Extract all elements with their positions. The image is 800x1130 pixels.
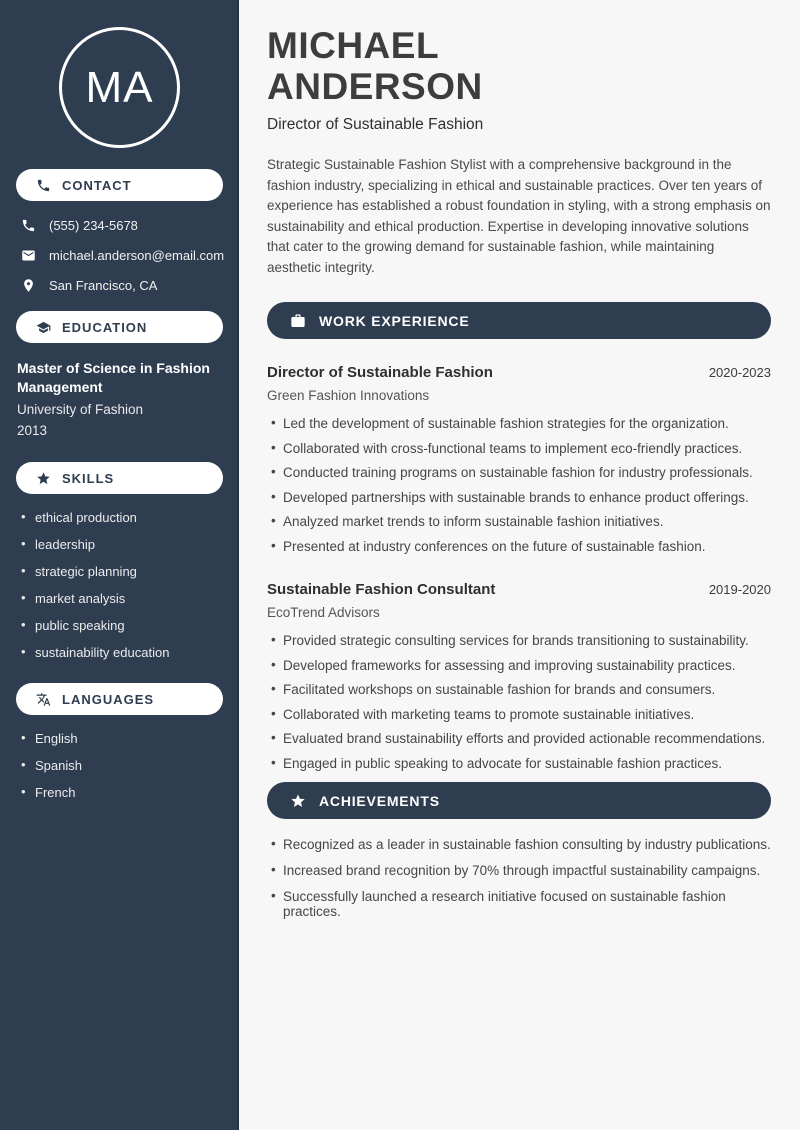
location-pin-icon bbox=[21, 278, 36, 293]
work-experience-section-title: WORK EXPERIENCE bbox=[319, 312, 470, 329]
contact-section-header bbox=[16, 169, 223, 201]
avatar bbox=[59, 27, 180, 148]
skill-item: • public speaking bbox=[16, 618, 223, 633]
education-section-header bbox=[16, 311, 223, 343]
resume-content bbox=[239, 0, 800, 1130]
job-bullet: • Provided strategic consulting services for brands transitioning to sustainability. bbox=[267, 634, 771, 649]
briefcase-icon bbox=[290, 313, 306, 329]
contact-section-title: CONTACT bbox=[62, 177, 132, 193]
job-dates: 2019-2020 bbox=[708, 582, 771, 597]
job-bullet: • Collaborated with cross-functional teams to implement eco-friendly practices. bbox=[267, 442, 771, 457]
work-experience-section-header bbox=[267, 302, 771, 339]
achievements-section-title: ACHIEVEMENTS bbox=[319, 792, 440, 809]
skill-item: • ethical production bbox=[16, 510, 223, 525]
job-company: EcoTrend Advisors bbox=[267, 605, 380, 620]
languages-section-title: LANGUAGES bbox=[62, 691, 155, 707]
job-bullet: • Engaged in public speaking to advocate for sustainable fashion practices. bbox=[267, 757, 771, 772]
phone-icon bbox=[21, 218, 36, 233]
achievements-section-header bbox=[267, 782, 771, 819]
job-bullet-list bbox=[267, 417, 771, 554]
skill-item: • sustainability education bbox=[16, 645, 223, 660]
phone-number: (555) 234-5678 bbox=[49, 218, 138, 233]
job-bullet: • Presented at industry conferences on the future of sustainable fashion. bbox=[267, 540, 771, 555]
skills-section-title: SKILLS bbox=[62, 470, 115, 486]
skill-item: • leadership bbox=[16, 537, 223, 552]
achievement-bullet: • Recognized as a leader in sustainable fashion consulting by industry publications. bbox=[267, 838, 771, 853]
contact-location-row bbox=[16, 278, 223, 293]
job-title: Sustainable Fashion Consultant bbox=[267, 581, 496, 598]
contact-list bbox=[16, 218, 223, 293]
contact-phone-row bbox=[16, 218, 223, 233]
language-item: • English bbox=[16, 731, 223, 746]
job-bullet: • Analyzed market trends to inform sustainable fashion initiatives. bbox=[267, 515, 771, 530]
achievement-bullet: • Successfully launched a research initiative focused on sustainable fashion practices. bbox=[267, 890, 771, 919]
location-text: San Francisco, CA bbox=[49, 278, 158, 293]
languages-section-header bbox=[16, 683, 223, 715]
job-dates: 2020-2023 bbox=[708, 365, 771, 380]
education-school: University of Fashion bbox=[17, 402, 144, 417]
job-title: Director of Sustainable Fashion bbox=[267, 364, 493, 381]
job-bullet: • Evaluated brand sustainability efforts and provided actionable recommendations. bbox=[267, 732, 771, 747]
education-entry bbox=[16, 359, 223, 438]
job-header bbox=[267, 364, 771, 381]
skill-item: • strategic planning bbox=[16, 564, 223, 579]
skills-section-header bbox=[16, 462, 223, 494]
job-header bbox=[267, 581, 771, 598]
job-bullet: • Developed partnerships with sustainable brands to enhance product offerings. bbox=[267, 491, 771, 506]
job-bullet: • Facilitated workshops on sustainable fashion for brands and consumers. bbox=[267, 683, 771, 698]
translate-icon bbox=[36, 692, 51, 707]
education-degree: Master of Science in Fashion Management bbox=[17, 360, 210, 395]
language-item: • Spanish bbox=[16, 758, 223, 773]
email-address: michael.anderson@email.com bbox=[49, 248, 225, 263]
job-bullet-list bbox=[267, 634, 771, 771]
job-bullet: • Led the development of sustainable fashion strategies for the organization. bbox=[267, 417, 771, 432]
contact-email-row bbox=[16, 248, 223, 263]
job-company: Green Fashion Innovations bbox=[267, 388, 430, 403]
phone-icon bbox=[36, 178, 51, 193]
skills-list bbox=[16, 510, 223, 660]
sidebar bbox=[0, 0, 239, 1130]
education-year: 2013 bbox=[17, 423, 48, 438]
candidate-last-name: ANDERSON bbox=[267, 66, 483, 107]
achievement-bullet: • Increased brand recognition by 70% through impactful sustainability campaigns. bbox=[267, 864, 771, 879]
candidate-first-name: MICHAEL bbox=[267, 25, 440, 66]
job-bullet: • Conducted training programs on sustainable fashion for industry professionals. bbox=[267, 466, 771, 481]
languages-list bbox=[16, 731, 223, 800]
job-bullet: • Collaborated with marketing teams to promote sustainable initiatives. bbox=[267, 708, 771, 723]
envelope-icon bbox=[21, 248, 36, 263]
star-icon bbox=[36, 471, 51, 486]
avatar-initials: MA bbox=[85, 62, 154, 112]
job-bullet: • Developed frameworks for assessing and improving sustainability practices. bbox=[267, 659, 771, 674]
graduation-cap-icon bbox=[36, 320, 51, 335]
achievements-list bbox=[267, 838, 771, 919]
star-icon bbox=[290, 793, 306, 809]
candidate-name bbox=[267, 25, 771, 107]
language-item: • French bbox=[16, 785, 223, 800]
candidate-title: Director of Sustainable Fashion bbox=[267, 116, 484, 133]
summary-paragraph: Strategic Sustainable Fashion Stylist with a comprehensive background in the fashion industry, specializing in ethical and sustainable practices. Over ten years of experience has established a robust foundation in styling, with a strong emphasis on sustainability and ethical production. Expertise in developing innovative solutions that cater to the growing demand for sustainable fashion, while maintaining aesthetic integrity. bbox=[267, 157, 771, 275]
education-section-title: EDUCATION bbox=[62, 319, 148, 335]
skill-item: • market analysis bbox=[16, 591, 223, 606]
